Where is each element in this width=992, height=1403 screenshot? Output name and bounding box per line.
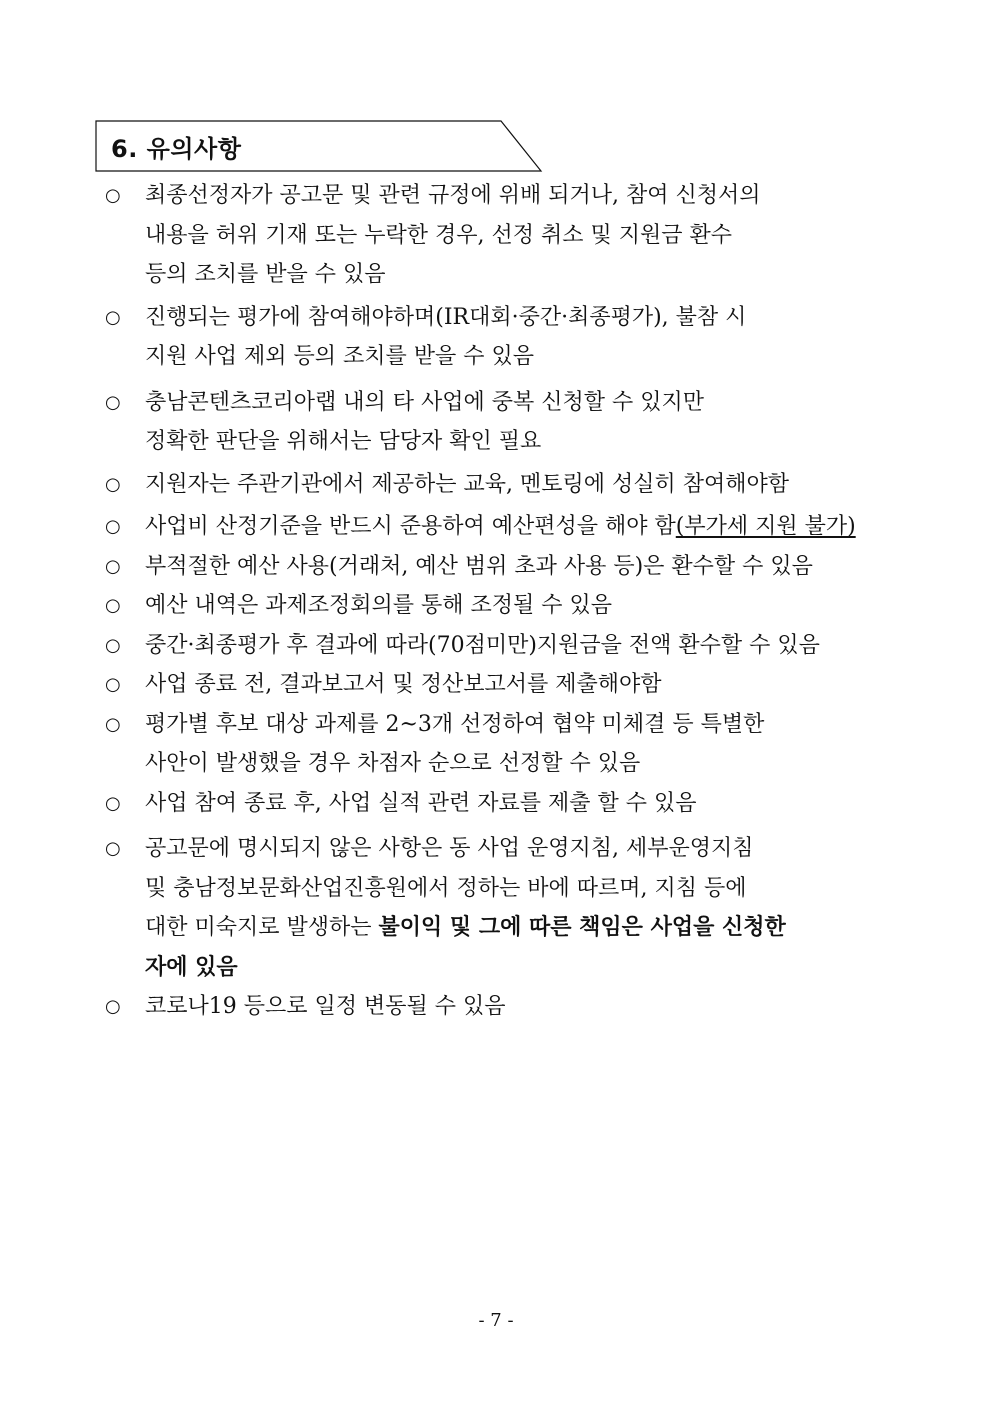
- bullet-circle-icon: ○: [105, 595, 121, 616]
- notice-line: [145, 908, 905, 948]
- notice-text: 대한 미숙지로 발생하는: [145, 915, 379, 940]
- notice-line: 지원자는 주관기관에서 제공하는 교육, 멘토링에 성실히 참여해야함: [145, 471, 790, 497]
- notice-line: 부적절한 예산 사용(거래처, 예산 범위 초과 사용 등)은 환수할 수 있음: [145, 553, 813, 579]
- notice-line: 진행되는 평가에 참여해야하며(IR대회·중간·최종평가), 불참 시: [145, 304, 747, 330]
- bullet-circle-icon: ○: [105, 996, 121, 1017]
- notice-list: [105, 176, 905, 1027]
- notice-item-6: [105, 547, 905, 587]
- notice-item-2: [105, 298, 905, 377]
- notice-text: 사업비 산정기준을 반드시 준용하여 예산편성을 해야 함: [145, 514, 676, 539]
- vat-notice: (부가세 지원 불가): [675, 514, 856, 539]
- notice-item-5: [105, 507, 905, 547]
- notice-item-13: [105, 987, 905, 1027]
- notice-line: 최종선정자가 공고문 및 관련 규정에 위배 되거나, 참여 신청서의: [145, 183, 761, 208]
- bullet-circle-icon: ○: [105, 713, 121, 735]
- responsibility-notice-cont: 자에 있음: [145, 953, 238, 980]
- notice-line: 지원 사업 제외 등의 조치를 받을 수 있음: [145, 344, 534, 369]
- notice-line: 공고문에 명시되지 않은 사항은 동 사업 운영지침, 세부운영지침: [145, 836, 754, 861]
- bullet-circle-icon: ○: [105, 674, 121, 695]
- notice-line: 등의 조치를 받을 수 있음: [145, 262, 386, 287]
- bullet-circle-icon: ○: [105, 555, 121, 577]
- section-title: 6. 유의사항: [111, 135, 242, 163]
- notice-line: 평가별 후보 대상 과제를 2~3개 선정하여 협약 미체결 등 특별한: [145, 711, 765, 737]
- notice-item-9: [105, 665, 905, 705]
- notice-item-4: [105, 465, 905, 505]
- notice-line: 사업 종료 전, 결과보고서 및 정산보고서를 제출해야함: [145, 672, 662, 697]
- notice-line: 코로나19 등으로 일정 변동될 수 있음: [145, 994, 506, 1019]
- section-header: [95, 120, 543, 172]
- notice-line: 정확한 판단을 위해서는 담당자 확인 필요: [145, 429, 542, 454]
- notice-item-10: [105, 705, 905, 784]
- responsibility-notice: 불이익 및 그에 따른 책임은 사업을 신청한: [378, 914, 786, 940]
- notice-line: 내용을 허위 기재 또는 누락한 경우, 선정 취소 및 지원금 환수: [145, 222, 732, 248]
- bullet-circle-icon: ○: [105, 306, 121, 328]
- notice-line: 중간·최종평가 후 결과에 따라(70점미만)지원금을 전액 환수할 수 있음: [145, 632, 820, 658]
- notice-line: 충남콘텐츠코리아랩 내의 타 사업에 중복 신청할 수 있지만: [145, 389, 705, 415]
- notice-item-12: [105, 829, 905, 987]
- notice-line: 사안이 발생했을 경우 차점자 순으로 선정할 수 있음: [145, 751, 641, 776]
- bullet-circle-icon: ○: [105, 516, 121, 537]
- notice-line: [145, 507, 905, 547]
- notice-line: 사업 참여 종료 후, 사업 실적 관련 자료를 제출 할 수 있음: [145, 790, 697, 816]
- bullet-circle-icon: ○: [105, 185, 121, 206]
- notice-item-7: [105, 586, 905, 626]
- page-number: - 7 -: [478, 1310, 514, 1331]
- notice-item-11: [105, 784, 905, 824]
- bullet-circle-icon: ○: [105, 792, 121, 814]
- notice-item-8: [105, 626, 905, 666]
- bullet-circle-icon: ○: [105, 473, 121, 495]
- bullet-circle-icon: ○: [105, 391, 121, 413]
- notice-line: 및 충남정보문화산업진흥원에서 정하는 바에 따르며, 지침 등에: [145, 875, 747, 901]
- notice-line: 예산 내역은 과제조정회의를 통해 조정될 수 있음: [145, 593, 613, 618]
- bullet-circle-icon: ○: [105, 838, 121, 859]
- bullet-circle-icon: ○: [105, 634, 121, 656]
- notice-item-1: [105, 176, 905, 295]
- notice-item-3: [105, 383, 905, 462]
